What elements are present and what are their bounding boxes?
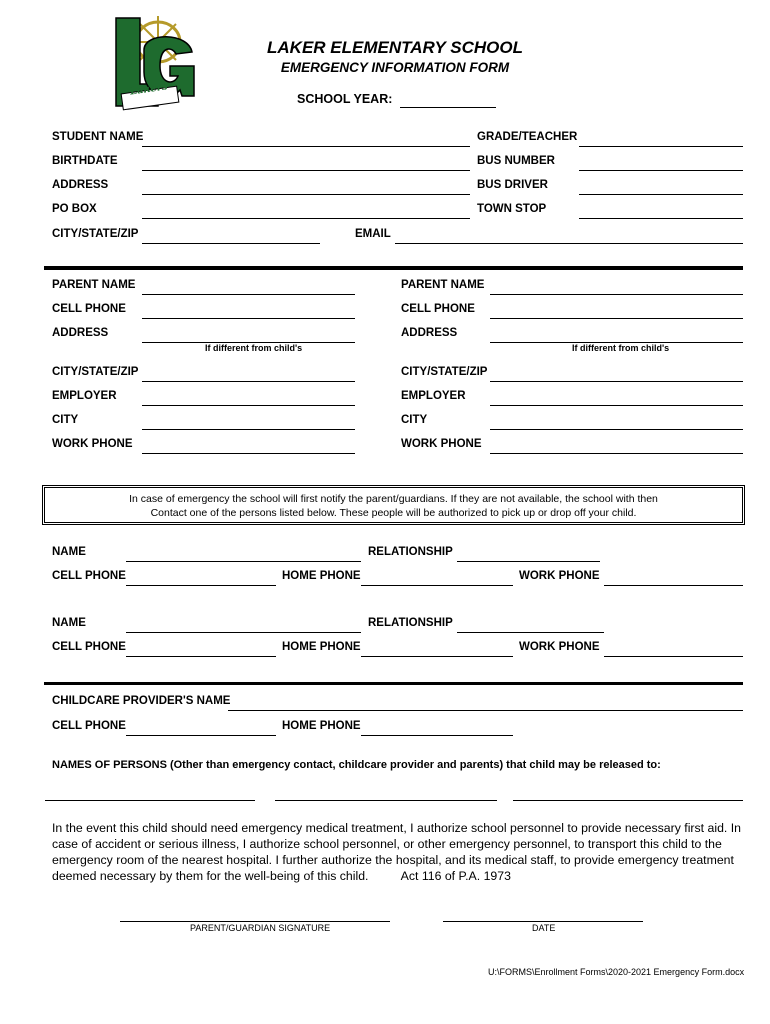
school-name: LAKER ELEMENTARY SCHOOL xyxy=(267,38,523,57)
contact1-home-field[interactable] xyxy=(361,571,513,586)
authorization-act: Act 116 of P.A. 1973 xyxy=(400,869,511,883)
parent1-cell-field[interactable] xyxy=(142,304,355,319)
childcare-home-field[interactable] xyxy=(361,721,513,736)
student-name-field[interactable] xyxy=(142,132,470,147)
birthdate-field[interactable] xyxy=(142,156,470,171)
parent2-address-field[interactable] xyxy=(490,328,743,343)
contact2-cell-label: CELL PHONE xyxy=(52,641,126,653)
parent1-employer-label: EMPLOYER xyxy=(52,390,117,402)
grade-teacher-field[interactable] xyxy=(579,132,743,147)
parent2-city-field[interactable] xyxy=(490,415,743,430)
notice-line-2: Contact one of the persons listed below. These people will be authorized to pick up or drop off your child. xyxy=(150,507,637,519)
parent1-name-field[interactable] xyxy=(142,280,355,295)
address-label: ADDRESS xyxy=(52,179,109,191)
lakers-logo-icon xyxy=(100,12,200,118)
parent1-city-state-zip-field[interactable] xyxy=(142,367,355,382)
contact1-work-label: WORK PHONE xyxy=(519,570,600,582)
po-box-label: PO BOX xyxy=(52,203,97,215)
date-field[interactable] xyxy=(443,907,643,922)
contact1-name-label: NAME xyxy=(52,546,86,558)
po-box-field[interactable] xyxy=(142,204,470,219)
parent2-employer-label: EMPLOYER xyxy=(401,390,466,402)
release-person-2-field[interactable] xyxy=(275,786,497,801)
contact1-relationship-field[interactable] xyxy=(457,547,600,562)
city-state-zip-label: CITY/STATE/ZIP xyxy=(52,228,139,240)
parent1-work-phone-label: WORK PHONE xyxy=(52,438,133,450)
bus-driver-label: BUS DRIVER xyxy=(477,179,548,191)
parent2-city-state-zip-label: CITY/STATE/ZIP xyxy=(401,366,488,378)
release-persons-label: NAMES OF PERSONS (Other than emergency contact, childcare provider and parents) that child may be released to: xyxy=(52,759,661,771)
contact2-cell-field[interactable] xyxy=(126,642,276,657)
address-field[interactable] xyxy=(142,180,470,195)
childcare-provider-label: CHILDCARE PROVIDER'S NAME xyxy=(52,695,231,707)
release-person-1-field[interactable] xyxy=(45,786,255,801)
form-title: EMERGENCY INFORMATION FORM xyxy=(280,60,510,75)
parent2-employer-field[interactable] xyxy=(490,391,743,406)
parent1-name-label: PARENT NAME xyxy=(52,279,136,291)
city-state-zip-field[interactable] xyxy=(142,229,320,244)
contact1-cell-field[interactable] xyxy=(126,571,276,586)
bus-number-field[interactable] xyxy=(579,156,743,171)
contact1-home-label: HOME PHONE xyxy=(282,570,361,582)
parent1-city-field[interactable] xyxy=(142,415,355,430)
authorization-text: In the event this child should need emergency medical treatment, I authorize school personnel to provide necessary first aid. In case of accident or serious illness, I authorize school personnel, or other emergency personnel, to transport this child to the emergency room of the nearest hospital. I further authorize the hospital, and its medical staff, to provide emergency treatment deemed necessary by them for the well-being of this child. xyxy=(52,821,742,883)
authorization-paragraph xyxy=(52,820,742,884)
parent2-address-label: ADDRESS xyxy=(401,327,458,339)
childcare-cell-field[interactable] xyxy=(126,721,276,736)
parent1-employer-field[interactable] xyxy=(142,391,355,406)
school-year-label: SCHOOL YEAR: xyxy=(297,92,393,106)
email-label: EMAIL xyxy=(355,228,391,240)
section-divider xyxy=(44,266,743,270)
parent2-name-label: PARENT NAME xyxy=(401,279,485,291)
contact2-home-label: HOME PHONE xyxy=(282,641,361,653)
contact1-work-field[interactable] xyxy=(604,571,743,586)
contact2-relationship-field[interactable] xyxy=(457,618,604,633)
contact2-work-label: WORK PHONE xyxy=(519,641,600,653)
section-divider-2 xyxy=(44,682,743,685)
notice-line-1: In case of emergency the school will first notify the parent/guardians. If they are not available, the school with then xyxy=(129,493,658,505)
parent1-city-state-zip-label: CITY/STATE/ZIP xyxy=(52,366,139,378)
contact2-home-field[interactable] xyxy=(361,642,513,657)
contact2-name-label: NAME xyxy=(52,617,86,629)
town-stop-field[interactable] xyxy=(579,204,743,219)
contact1-relationship-label: RELATIONSHIP xyxy=(368,546,453,558)
parent1-cell-label: CELL PHONE xyxy=(52,303,126,315)
birthdate-label: BIRTHDATE xyxy=(52,155,118,167)
childcare-home-label: HOME PHONE xyxy=(282,720,361,732)
parent1-address-note: If different from child's xyxy=(205,343,303,353)
parent2-address-note: If different from child's xyxy=(572,343,670,353)
parent-signature-label: PARENT/GUARDIAN SIGNATURE xyxy=(190,923,331,933)
bus-number-label: BUS NUMBER xyxy=(477,155,555,167)
email-field[interactable] xyxy=(395,229,743,244)
contact2-relationship-label: RELATIONSHIP xyxy=(368,617,453,629)
emergency-notice-box xyxy=(42,485,745,525)
parent2-cell-field[interactable] xyxy=(490,304,743,319)
parent1-city-label: CITY xyxy=(52,414,79,426)
date-label: DATE xyxy=(532,923,556,933)
bus-driver-field[interactable] xyxy=(579,180,743,195)
parent1-address-label: ADDRESS xyxy=(52,327,109,339)
parent2-work-phone-label: WORK PHONE xyxy=(401,438,482,450)
childcare-provider-field[interactable] xyxy=(228,696,743,711)
release-person-3-field[interactable] xyxy=(513,786,743,801)
student-name-label: STUDENT NAME xyxy=(52,131,144,143)
contact1-name-field[interactable] xyxy=(126,547,361,562)
parent2-name-field[interactable] xyxy=(490,280,743,295)
contact2-work-field[interactable] xyxy=(604,642,743,657)
file-path-footer: U:\FORMS\Enrollment Forms\2020-2021 Emergency Form.docx xyxy=(488,967,745,977)
grade-teacher-label: GRADE/TEACHER xyxy=(477,131,578,143)
school-logo xyxy=(100,12,200,118)
parent2-cell-label: CELL PHONE xyxy=(401,303,475,315)
school-year-field[interactable] xyxy=(400,93,496,108)
childcare-cell-label: CELL PHONE xyxy=(52,720,126,732)
parent2-work-phone-field[interactable] xyxy=(490,439,743,454)
contact2-name-field[interactable] xyxy=(126,618,361,633)
logo-lakers-text: Lakers xyxy=(129,81,169,98)
town-stop-label: TOWN STOP xyxy=(477,203,547,215)
parent2-city-state-zip-field[interactable] xyxy=(490,367,743,382)
parent1-work-phone-field[interactable] xyxy=(142,439,355,454)
parent-signature-field[interactable] xyxy=(120,907,390,922)
parent1-address-field[interactable] xyxy=(142,328,355,343)
parent2-city-label: CITY xyxy=(401,414,428,426)
contact1-cell-label: CELL PHONE xyxy=(52,570,126,582)
